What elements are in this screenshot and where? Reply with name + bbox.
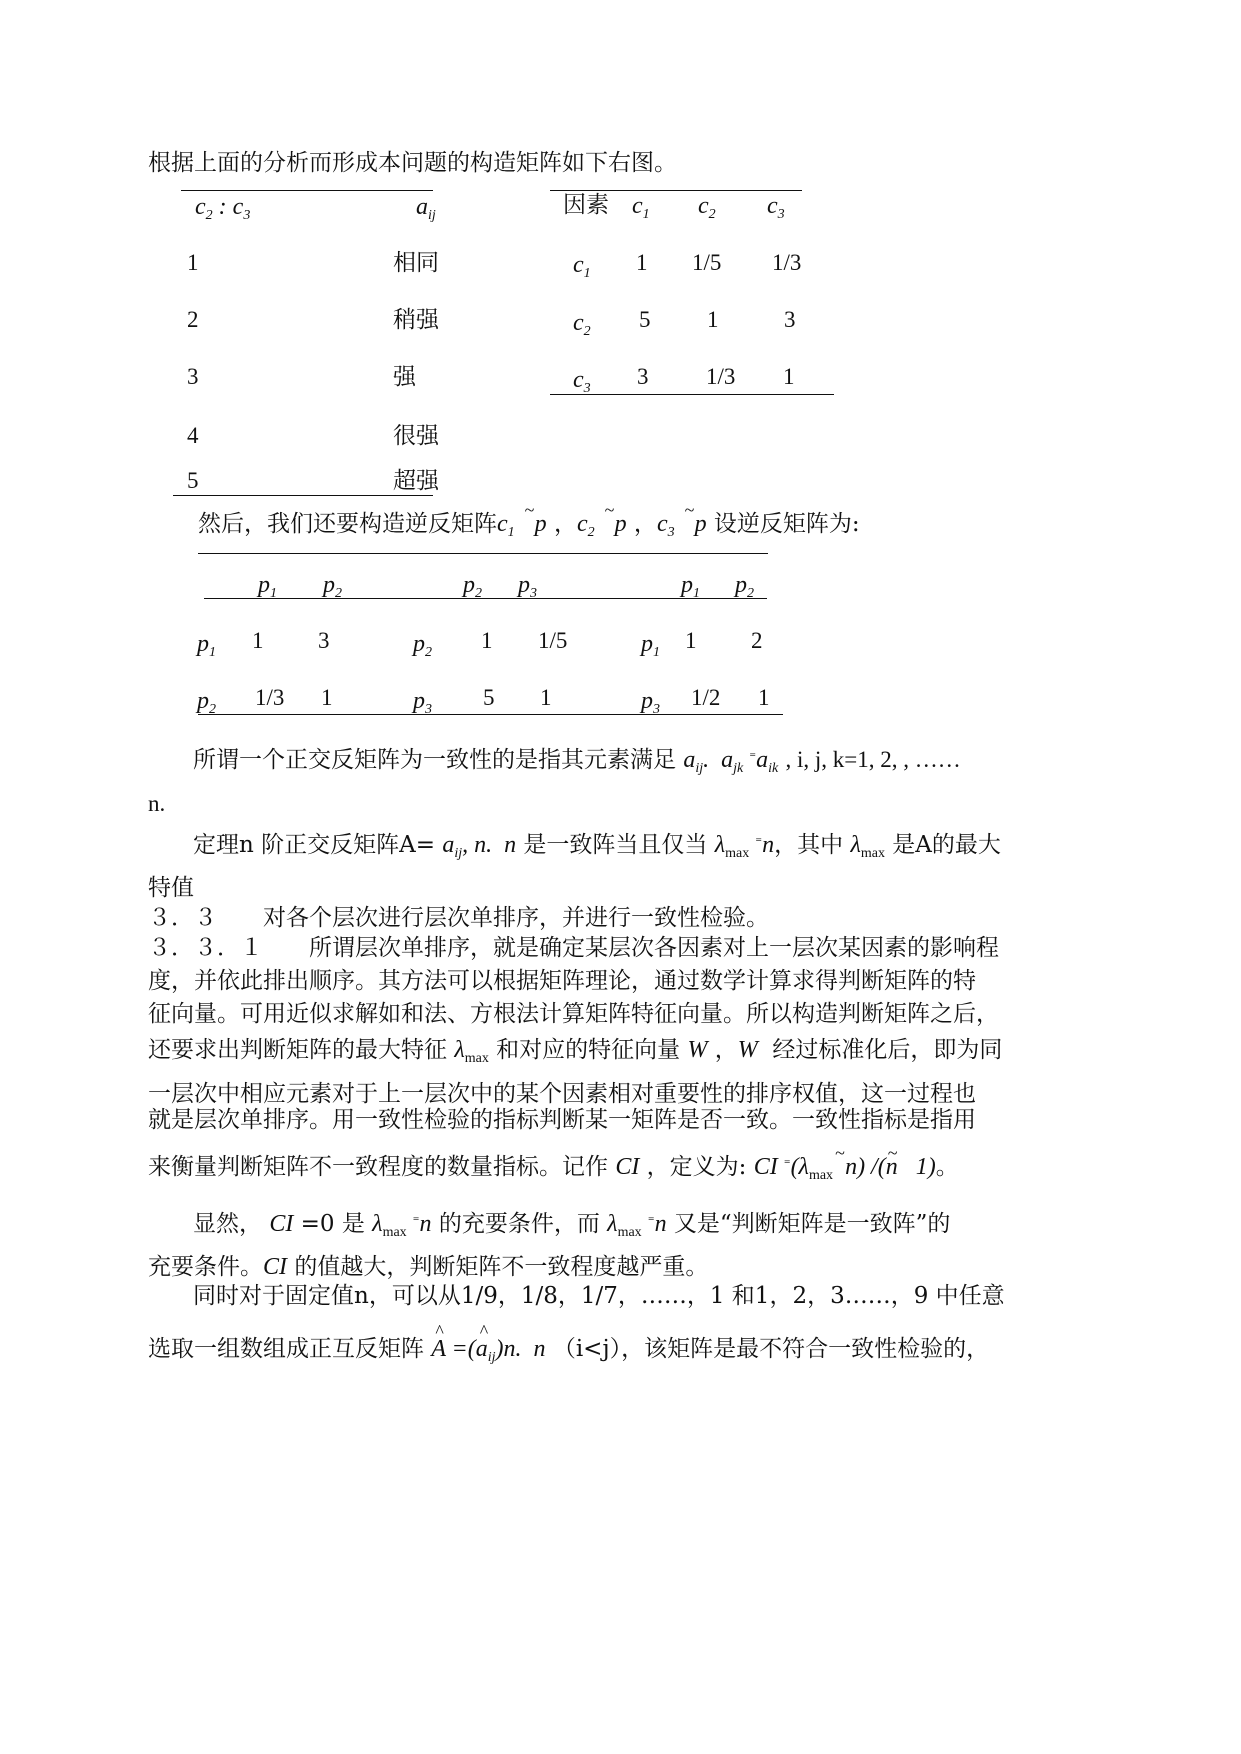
para-obvious-line2 xyxy=(148,1252,708,1282)
theorem xyxy=(193,827,1001,869)
eigenvector-w-2: W xyxy=(737,1037,758,1063)
factor-matrix-cell: 1/3 xyxy=(772,250,802,275)
consistency-formula: $a_{ij}$. $a_{jk}$ $^{^=}a_{ik}$ xyxy=(683,747,779,776)
lambda-max: $\lambda_{max}$ xyxy=(454,1037,489,1066)
ci-formula: CI $^{^=}(\lambda_{max}$ n) /(n 1) xyxy=(753,1154,936,1183)
factor-matrix-header: $c_1$ xyxy=(632,193,650,222)
scale-value: 1 xyxy=(187,250,199,275)
consistency-text: 所谓一个正交反矩阵为一致性的是指其元素满足 xyxy=(193,747,676,773)
reverse-matrix-row-label: $p_1$ xyxy=(641,631,660,660)
theorem-e: ，其中 xyxy=(774,832,844,858)
ci-symbol: CI xyxy=(263,1254,287,1280)
reverse-matrix-cell: 1 xyxy=(481,628,493,653)
para-obvious-c: 的充要条件，而 xyxy=(438,1211,600,1237)
para-331-line7b: ，定义为: xyxy=(646,1154,747,1180)
scale-meaning: 相同 xyxy=(393,250,439,276)
theorem-a: 定理n 阶正交反矩阵A= xyxy=(193,832,436,858)
factor-matrix-bottom-rule xyxy=(550,394,834,395)
para-obvious-a: 显然， xyxy=(193,1211,262,1237)
reverse-matrix-cell: 3 xyxy=(318,628,330,653)
reverse-matrix-header: $p_3$ xyxy=(518,572,537,601)
factor-matrix-cell: 1 xyxy=(636,250,648,275)
para-fixed-line2 xyxy=(148,1334,989,1373)
reverse-matrix-cell: 1/2 xyxy=(691,685,721,710)
lambda-condition: $\lambda_{max}$ ⁼n xyxy=(372,1211,432,1240)
para-obvious-line1 xyxy=(193,1206,950,1248)
para-331-line1: ３．３．１ 所谓层次单排序，就是确定某层次各因素对上一层次某因素的影响程 xyxy=(148,935,999,961)
reverse-matrix-cell: 1/3 xyxy=(255,685,285,710)
theorem-lambda-2: $\lambda_{max}$ xyxy=(850,832,885,861)
para-obvious-line2a: 充要条件。 xyxy=(148,1254,263,1280)
factor-matrix-cell: 3 xyxy=(784,307,796,332)
para-fixed-line1: 同时对于固定值n，可以从1/9，1/8，1/7，……，1 和1，2，3……，9 中任意 xyxy=(193,1283,1005,1309)
ci-symbol: CI xyxy=(615,1154,640,1180)
reverse-matrix-header: $p_2$ xyxy=(735,572,754,601)
para-fixed-line2b: （i<j），该矩阵是最不符合一致性检验的， xyxy=(552,1336,990,1362)
factor-matrix-row-label: $c_3$ xyxy=(573,367,591,396)
reverse-matrix-header: $p_1$ xyxy=(681,572,700,601)
reverse-header-rule xyxy=(204,598,767,599)
reverse-matrix-row-label: $p_2$ xyxy=(413,631,432,660)
scale-value: 2 xyxy=(187,307,199,332)
reverse-intro: 然后，我们还要构造逆反矩阵$c_1$ p ，$c_2$ p ，$c_3$ p 设逆反矩阵为: xyxy=(198,511,860,540)
para-331-line4a: 还要求出判断矩阵的最大特征 xyxy=(148,1037,447,1063)
scale-value: 5 xyxy=(187,468,199,493)
factor-matrix-cell: 1 xyxy=(707,307,719,332)
scale-value: 3 xyxy=(187,364,199,389)
factor-matrix-cell: 1/3 xyxy=(706,364,736,389)
consistency-tail: n. xyxy=(148,791,166,816)
reverse-term: $c_2$ p xyxy=(576,511,627,540)
reverse-matrix-cell: 1 xyxy=(540,685,552,710)
factor-matrix-header: $c_3$ xyxy=(767,193,785,222)
theorem-matrix: $a_{ij}$, n. n xyxy=(442,832,517,861)
reverse-matrix-header: $p_2$ xyxy=(463,572,482,601)
scale-header-aij: $a_{ij}$ xyxy=(416,194,436,223)
reverse-matrix-header: $p_2$ xyxy=(323,572,342,601)
para-obvious-line2b: 的值越大，判断矩阵不一致程度越严重。 xyxy=(294,1254,709,1280)
reverse-matrix-cell: 1 xyxy=(685,628,697,653)
consistency-range: , i, j, k=1, 2, , …… xyxy=(785,747,961,772)
reverse-intro-suffix: 设逆反矩阵为: xyxy=(713,511,860,537)
reverse-matrix-cell: 2 xyxy=(751,628,763,653)
para-331-line7c: 。 xyxy=(935,1154,959,1180)
factor-matrix-cell: 5 xyxy=(639,307,651,332)
reverse-term: $c_1$ p xyxy=(497,511,547,540)
reverse-matrix-row-label: $p_3$ xyxy=(413,688,432,717)
intro-line: 根据上面的分析而形成本问题的构造矩阵如下右图。 xyxy=(148,150,677,176)
para-331-line6: 就是层次单排序。用一致性检验的指标判断某一矩阵是否一致。一致性指标是指用 xyxy=(148,1107,976,1133)
theorem-h: 特值 xyxy=(148,875,194,901)
scale-meaning: 强 xyxy=(393,364,416,390)
reverse-matrix-cell: 1/5 xyxy=(538,628,568,653)
section-heading: ３．３ 对各个层次进行层次单排序，并进行一致性检验。 xyxy=(148,905,769,931)
reverse-bottom-rule xyxy=(198,714,783,715)
theorem-lambda: $\lambda_{max}$ ⁼n xyxy=(714,832,775,861)
theorem-c: 是一致阵当且仅当 xyxy=(523,832,708,858)
factor-matrix-cell: 3 xyxy=(637,364,649,389)
para-331-line2: 度，并依此排出顺序。其方法可以根据矩阵理论，通过数学计算求得判断矩阵的特 xyxy=(148,968,976,994)
para-obvious-b: =0 是 xyxy=(300,1211,365,1237)
scale-value: 4 xyxy=(187,423,199,448)
factor-matrix-row-label: $c_1$ xyxy=(573,252,591,281)
reverse-term: $c_3$ p xyxy=(656,511,707,540)
factor-matrix-cell: 1 xyxy=(783,364,795,389)
reverse-matrix-cell: 1 xyxy=(758,685,770,710)
para-331-line7 xyxy=(148,1149,959,1191)
scale-header-ratio: $c_2$ : $c_3$ xyxy=(195,194,251,223)
reverse-matrix-cell: 5 xyxy=(483,685,495,710)
para-331-line4: 还要求出判断矩阵的最大特征 $\lambda_{max}$ 和对应的特征向量 W ，W 经过标准化后，即为同 xyxy=(148,1037,1003,1066)
reverse-matrix-row-label: $p_1$ xyxy=(197,631,216,660)
factor-matrix-corner: 因素 xyxy=(563,192,609,218)
para-331-line4c: 经过标准化后，即为同 xyxy=(772,1037,1003,1063)
scale-meaning: 很强 xyxy=(393,423,439,449)
para-fixed-line2a: 选取一组数组成正互反矩阵 xyxy=(148,1336,424,1362)
ci-symbol: CI xyxy=(269,1211,294,1237)
scale-table-bottom-rule xyxy=(173,495,433,496)
eigenvector-w: W xyxy=(687,1037,708,1063)
para-331-line7a: 来衡量判断矩阵不一致程度的数量指标。记作 xyxy=(148,1154,608,1180)
matrix-a-hat: ^ A =(^ $a_{ij})n$. n xyxy=(431,1336,545,1362)
reverse-matrix-cell: 1 xyxy=(252,628,264,653)
consistency-definition xyxy=(193,742,961,784)
theorem-g: 是A的最大 xyxy=(892,832,1001,858)
factor-matrix-row-label: $c_2$ xyxy=(573,310,591,339)
factor-matrix-header: $c_2$ xyxy=(698,193,716,222)
factor-matrix-cell: 1/5 xyxy=(692,250,722,275)
scale-table-top-rule xyxy=(181,190,433,191)
reverse-matrix-row-label: $p_2$ xyxy=(197,688,216,717)
lambda-condition-2: $\lambda_{max}$ ⁼n xyxy=(607,1211,667,1240)
para-331-line5: 一层次中相应元素对于上一层次中的某个因素相对重要性的排序权值，这一过程也 xyxy=(148,1081,976,1107)
scale-meaning: 稍强 xyxy=(393,307,439,333)
reverse-matrix-cell: 1 xyxy=(321,685,333,710)
para-331-line3: 征向量。可用近似求解如和法、方根法计算矩阵特征向量。所以构造判断矩阵之后， xyxy=(148,1001,999,1027)
para-obvious-d: 又是“判断矩阵是一致阵”的 xyxy=(673,1211,951,1237)
reverse-top-rule xyxy=(198,553,768,554)
para-331-line4b: 和对应的特征向量 xyxy=(496,1037,681,1063)
reverse-intro-prefix: 然后，我们还要构造逆反矩阵 xyxy=(198,511,497,537)
scale-meaning: 超强 xyxy=(393,468,439,494)
reverse-matrix-header: $p_1$ xyxy=(258,572,277,601)
reverse-matrix-row-label: $p_3$ xyxy=(641,688,660,717)
